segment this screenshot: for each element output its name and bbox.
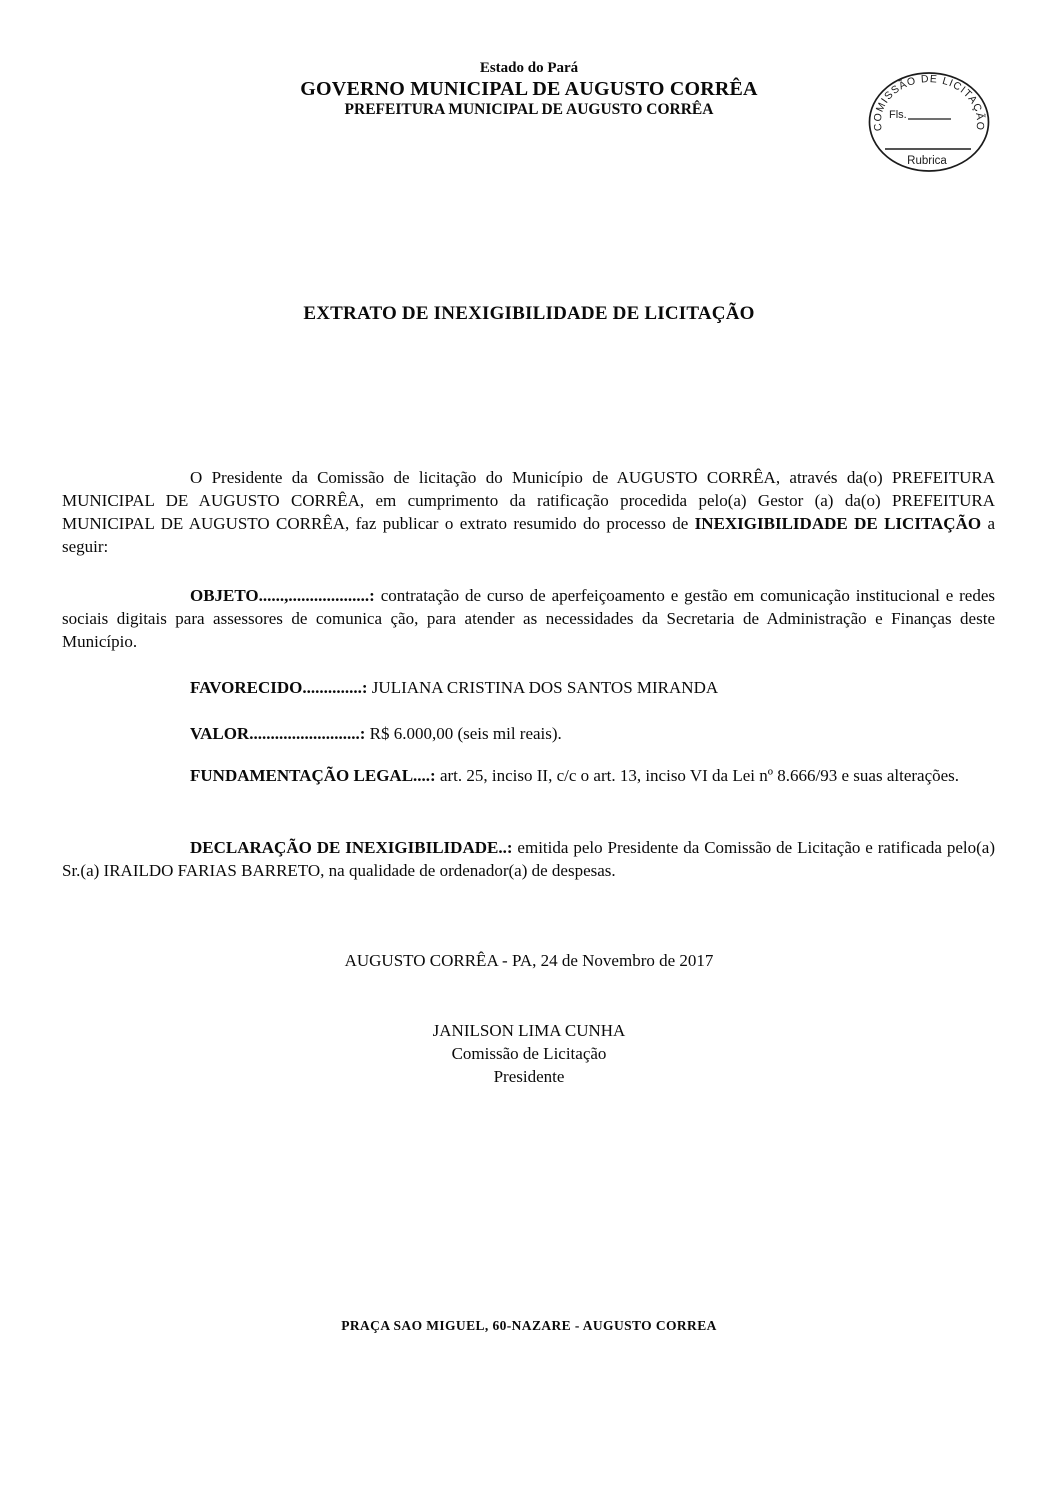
letterhead-prefecture: PREFEITURA MUNICIPAL DE AUGUSTO CORRÊA [344, 101, 714, 118]
dateline: AUGUSTO CORRÊA - PA, 24 de Novembro de 2017 [344, 951, 714, 970]
stamp-ring-text: COMISSÃO DE LICITAÇÃO [871, 73, 987, 132]
intro-text-before: O Presidente da Comissão de licitação do Município de AUGUSTO CORRÊA, através da(o) PREFEITURA MUNICIPAL DE AUGUSTO CORRÊA, em cumprimento da ratificação procedida pelo(a) Gestor (a) da(o) PREFEITURA MUNICIPAL DE AUGUSTO CORRÊA, faz publicar o extrato resumido do processo de [62, 468, 995, 533]
declaracao-label: DECLARAÇÃO DE INEXIGIBILIDADE..: [190, 838, 513, 857]
valor-line [62, 722, 995, 745]
signature-name: JANILSON LIMA CUNHA [432, 1021, 626, 1040]
signature-block [0, 1019, 1058, 1088]
fundamentacao-label: FUNDAMENTAÇÃO LEGAL....: [190, 766, 436, 785]
favorecido-label: FAVORECIDO..............: [190, 678, 368, 697]
signature-org: Comissão de Licitação [451, 1044, 607, 1063]
intro-paragraph [62, 466, 995, 558]
favorecido-value: JULIANA CRISTINA DOS SANTOS MIRANDA [371, 678, 719, 697]
svg-text:COMISSÃO DE LICITAÇÃO [872, 73, 987, 132]
footer-address: PRAÇA SAO MIGUEL, 60-NAZARE - AUGUSTO CORREA [341, 1318, 717, 1333]
letterhead-government: GOVERNO MUNICIPAL DE AUGUSTO CORRÊA [300, 78, 758, 100]
declaracao-value: emitida pelo Presidente da Comissão de Licitação e ratificada pelo(a) Sr.(a) IRAILDO FARIAS BARRETO, na qualidade de ordenador(a) de despesas. [62, 838, 995, 880]
intro-text-after: a seguir: [62, 514, 996, 556]
favorecido-line [62, 676, 995, 699]
signature-role: Presidente [493, 1067, 565, 1086]
intro-emphasis: INEXIGIBILIDADE DE LICITAÇÃO [694, 514, 982, 533]
document-title: EXTRATO DE INEXIGIBILIDADE DE LICITAÇÃO [303, 303, 755, 324]
objeto-paragraph [62, 584, 995, 653]
fundamentacao-value: art. 25, inciso II, c/c o art. 13, inciso VI da Lei nº 8.666/93 e suas alterações. [439, 766, 960, 785]
fundamentacao-paragraph [62, 764, 995, 787]
declaracao-paragraph [62, 836, 995, 882]
valor-value: R$ 6.000,00 (seis mil reais). [369, 724, 562, 743]
objeto-label: OBJETO......,...................: [190, 586, 375, 605]
valor-label: VALOR..........................: [190, 724, 366, 743]
stamp-rubrica-label: Rubrica [907, 155, 947, 167]
stamp-fls-label: Fls. [889, 109, 907, 121]
commission-stamp [866, 70, 992, 176]
objeto-value: contratação de curso de aperfeiçoamento e gestão em comunicação institucional e redes sociais digitais para assessores de comunica ção, para atender as necessidades da Secretaria de Administração e Finanças deste Município. [62, 586, 996, 651]
letterhead-state: Estado do Pará [479, 60, 579, 76]
